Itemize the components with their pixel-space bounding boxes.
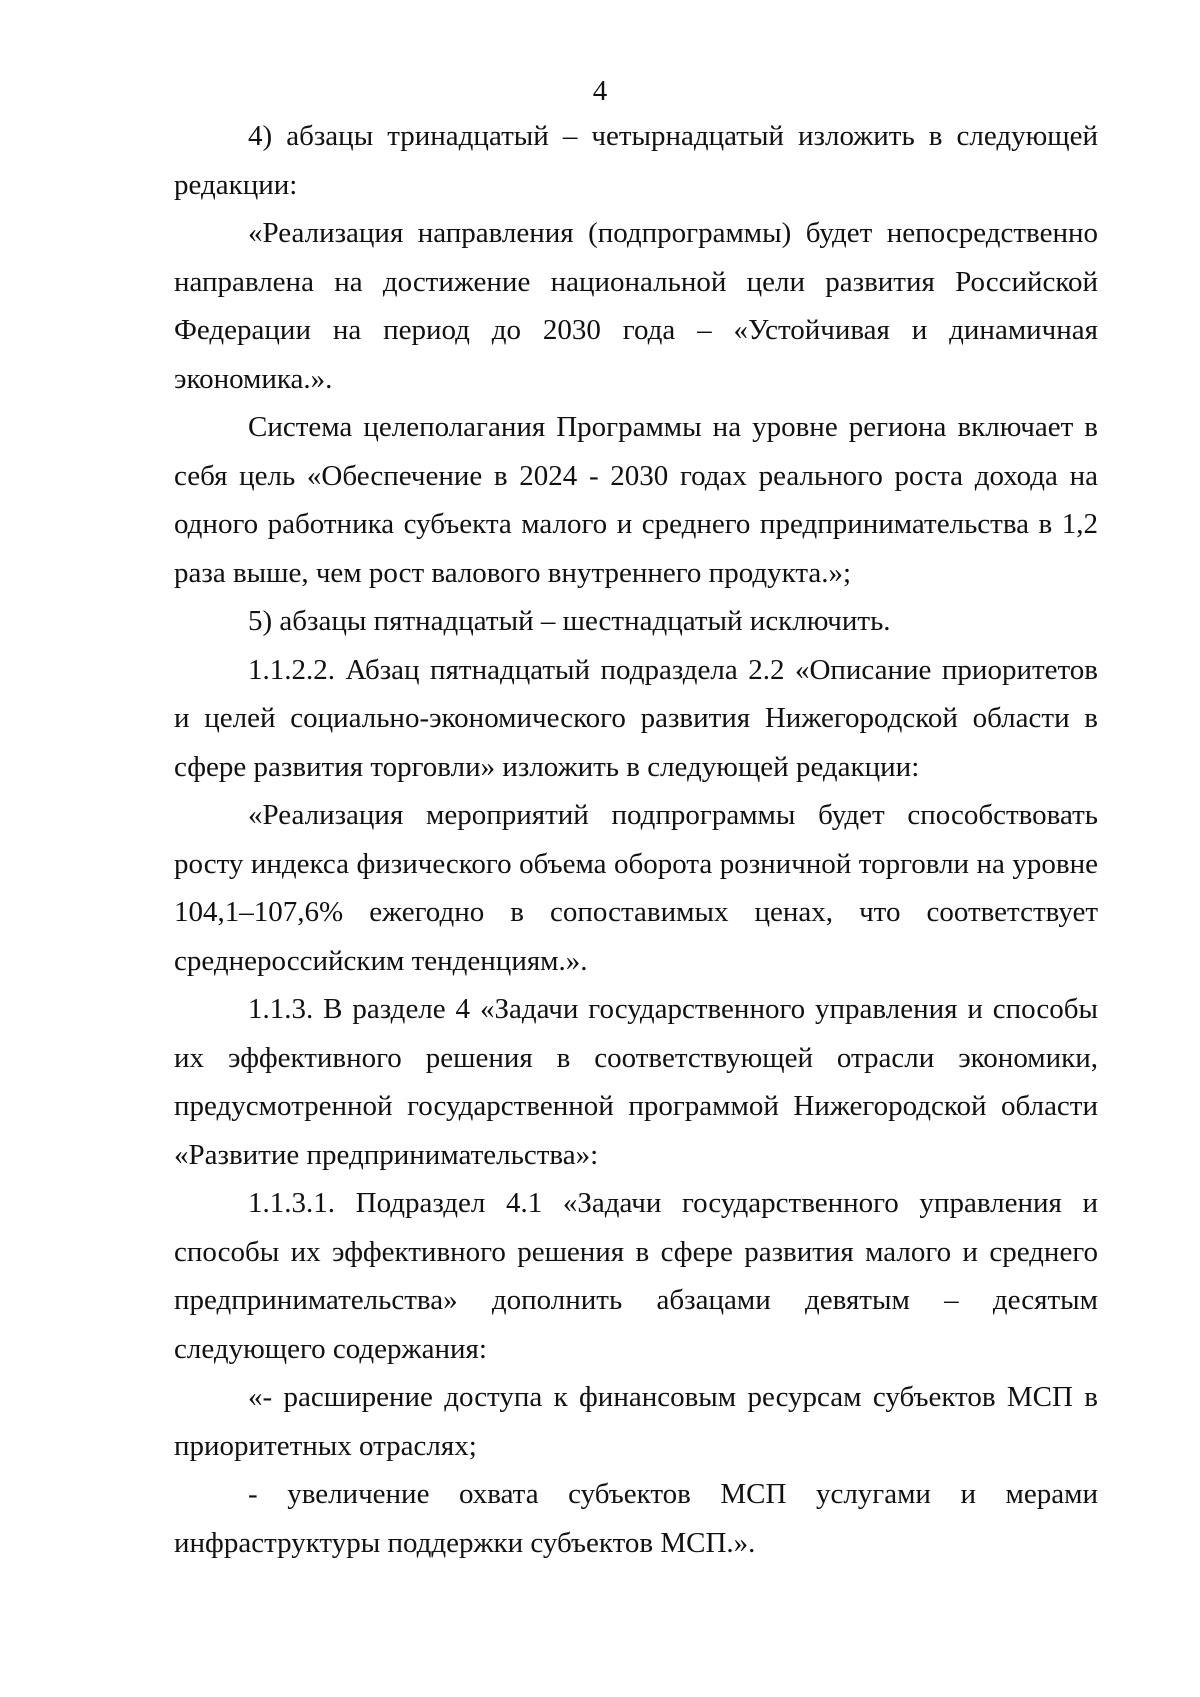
paragraph-amendment-5: 5) абзацы пятнадцатый – шестнадцатый исключить. xyxy=(248,605,891,637)
page-number: 4 xyxy=(592,75,608,107)
paragraph-1-1-2-2: 1.1.2.2. Абзац пятнадцатый подраздела 2.2 «Описание приоритетов и целей социально-экономического развития Нижегородской области в сфере развития торговли» изложить в следующей редакции: xyxy=(174,653,1098,783)
paragraph-1-1-3: 1.1.3. В разделе 4 «Задачи государственного управления и способы их эффективного решения в соответствующей отрасли экономики, предусмотренной государственной программой Нижегородской области «Развитие предпринимательства»: xyxy=(174,993,1098,1171)
document-body xyxy=(174,112,1098,1567)
list-item-financial-access: «- расширение доступа к финансовым ресурсам субъектов МСП в приоритетных отраслях; xyxy=(174,1381,1098,1462)
paragraph-amendment-4: 4) абзацы тринадцатый – четырнадцатый изложить в следующей редакции: xyxy=(174,120,1098,201)
paragraph-quote-national-goal: «Реализация направления (подпрограммы) будет непосредственно направлена на достижение национальной цели развития Российской Федерации на период до 2030 года – «Устойчивая и динамичная экономика.». xyxy=(174,217,1098,395)
paragraph-quote-retail: «Реализация мероприятий подпрограммы будет способствовать росту индекса физического объема оборота розничной торговли на уровне 104,1–107,6% ежегодно в сопоставимых ценах, что соответствует среднероссийским тенденциям.». xyxy=(174,799,1098,977)
paragraph-1-1-3-1: 1.1.3.1. Подраздел 4.1 «Задачи государственного управления и способы их эффективного решения в сфере развития малого и среднего предпринимательства» дополнить абзацами девятым – десятым следующего содержания: xyxy=(174,1187,1098,1365)
list-item-support-coverage: - увеличение охвата субъектов МСП услугами и мерами инфраструктуры поддержки субъектов МСП.». xyxy=(174,1478,1098,1559)
paragraph-goal-system: Система целеполагания Программы на уровне региона включает в себя цель «Обеспечение в 2024 - 2030 годах реального роста дохода на одного работника субъекта малого и среднего предпринимательства в 1,2 раза выше, чем рост валового внутреннего продукта.»; xyxy=(174,411,1098,589)
